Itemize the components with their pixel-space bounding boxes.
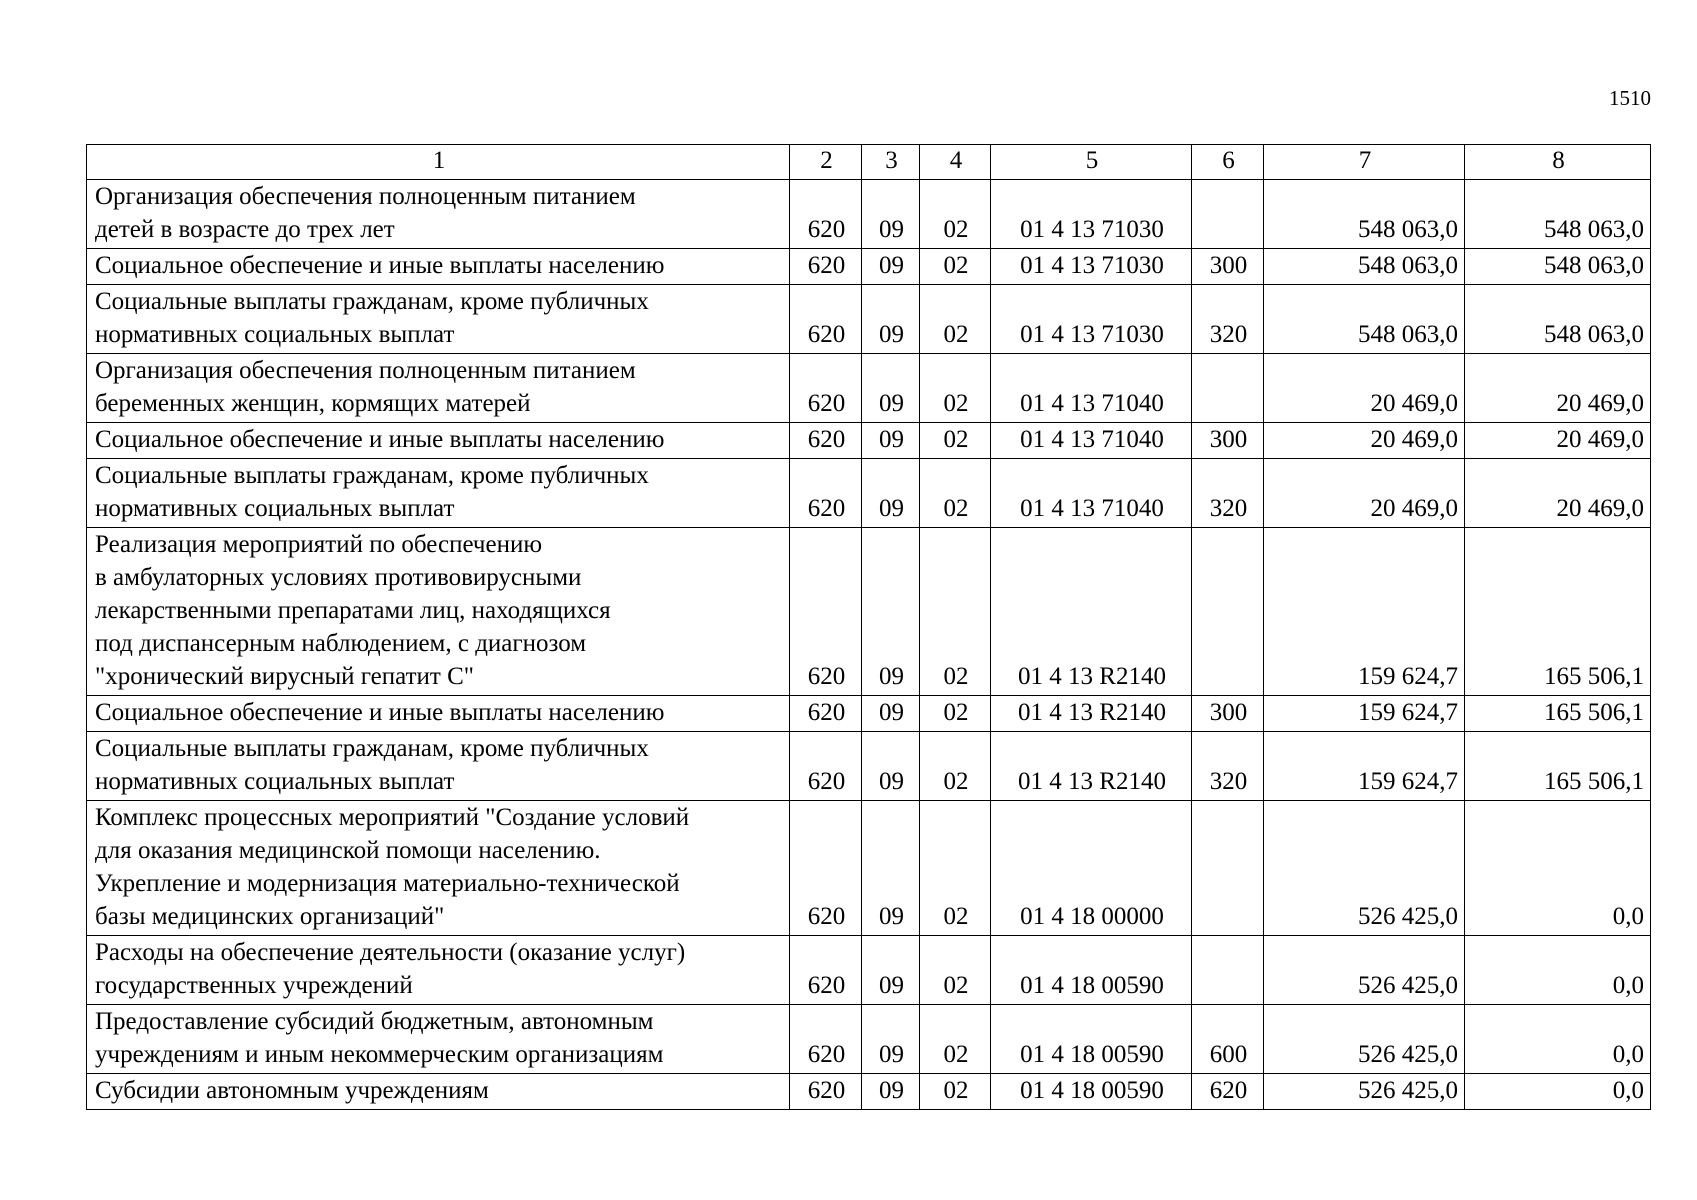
cell-name-line: Организация обеспечения полноценным питанием bbox=[95, 183, 636, 210]
cell-admin-code: 620 bbox=[790, 180, 862, 249]
cell-amount-year1: 526 425,0 bbox=[1264, 1074, 1465, 1110]
cell-name-line: Социальное обеспечение и иные выплаты населению bbox=[95, 252, 665, 279]
cell-amount-year2: 20 469,0 bbox=[1465, 354, 1651, 423]
cell-name bbox=[87, 423, 790, 459]
cell-amount-year1: 159 624,7 bbox=[1264, 528, 1465, 696]
cell-expense-type: 320 bbox=[1192, 732, 1264, 801]
cell-name-line: "хронический вирусный гепатит С" bbox=[95, 663, 474, 690]
cell-section: 09 bbox=[862, 249, 920, 285]
cell-amount-year1: 526 425,0 bbox=[1264, 936, 1465, 1005]
cell-amount-year2: 548 063,0 bbox=[1465, 180, 1651, 249]
cell-name-line: для оказания медицинской помощи населению. bbox=[95, 837, 601, 864]
cell-name bbox=[87, 180, 790, 249]
cell-admin-code: 620 bbox=[790, 249, 862, 285]
cell-name-line: нормативных социальных выплат bbox=[95, 321, 455, 348]
cell-name bbox=[87, 1074, 790, 1110]
header-cell: 7 bbox=[1264, 145, 1465, 180]
cell-name bbox=[87, 354, 790, 423]
cell-target-article: 01 4 13 71030 bbox=[991, 249, 1192, 285]
cell-name bbox=[87, 528, 790, 696]
cell-name-line: лекарственными препаратами лиц, находящихся bbox=[95, 597, 611, 624]
cell-name bbox=[87, 732, 790, 801]
cell-name bbox=[87, 1005, 790, 1074]
cell-name-line: беременных женщин, кормящих матерей bbox=[95, 390, 531, 417]
cell-expense-type bbox=[1192, 936, 1264, 1005]
cell-subsection: 02 bbox=[920, 180, 991, 249]
cell-name-line: Укрепление и модернизация материально-технической bbox=[95, 870, 680, 897]
cell-name bbox=[87, 285, 790, 354]
header-cell: 8 bbox=[1465, 145, 1651, 180]
cell-subsection: 02 bbox=[920, 528, 991, 696]
header-cell: 3 bbox=[862, 145, 920, 180]
cell-section: 09 bbox=[862, 732, 920, 801]
cell-admin-code: 620 bbox=[790, 285, 862, 354]
cell-amount-year1: 548 063,0 bbox=[1264, 249, 1465, 285]
cell-target-article: 01 4 13 71040 bbox=[991, 423, 1192, 459]
cell-admin-code: 620 bbox=[790, 423, 862, 459]
cell-target-article: 01 4 13 R2140 bbox=[991, 528, 1192, 696]
cell-expense-type: 600 bbox=[1192, 1005, 1264, 1074]
cell-section: 09 bbox=[862, 459, 920, 528]
cell-section: 09 bbox=[862, 801, 920, 936]
cell-name bbox=[87, 249, 790, 285]
cell-name-line: нормативных социальных выплат bbox=[95, 495, 455, 522]
table-row bbox=[87, 180, 1651, 249]
cell-name-line: Социальные выплаты гражданам, кроме публичных bbox=[95, 735, 649, 762]
cell-name-line: Реализация мероприятий по обеспечению bbox=[95, 531, 543, 558]
cell-subsection: 02 bbox=[920, 285, 991, 354]
cell-admin-code: 620 bbox=[790, 732, 862, 801]
cell-name-line: в амбулаторных условиях противовирусными bbox=[95, 564, 582, 591]
cell-amount-year1: 20 469,0 bbox=[1264, 354, 1465, 423]
cell-subsection: 02 bbox=[920, 696, 991, 732]
cell-section: 09 bbox=[862, 180, 920, 249]
cell-admin-code: 620 bbox=[790, 1005, 862, 1074]
cell-target-article: 01 4 13 71040 bbox=[991, 459, 1192, 528]
cell-amount-year2: 165 506,1 bbox=[1465, 528, 1651, 696]
page-number: 1510 bbox=[1609, 86, 1651, 110]
cell-expense-type bbox=[1192, 801, 1264, 936]
cell-expense-type: 620 bbox=[1192, 1074, 1264, 1110]
table-body bbox=[87, 145, 1651, 1110]
cell-subsection: 02 bbox=[920, 1074, 991, 1110]
table-row bbox=[87, 1074, 1651, 1110]
cell-section: 09 bbox=[862, 1005, 920, 1074]
cell-amount-year1: 20 469,0 bbox=[1264, 459, 1465, 528]
cell-section: 09 bbox=[862, 285, 920, 354]
header-row bbox=[87, 145, 1651, 180]
cell-amount-year2: 0,0 bbox=[1465, 1074, 1651, 1110]
cell-admin-code: 620 bbox=[790, 801, 862, 936]
cell-amount-year1: 526 425,0 bbox=[1264, 801, 1465, 936]
header-cell: 1 bbox=[87, 145, 790, 180]
cell-name bbox=[87, 801, 790, 936]
cell-name-line: Расходы на обеспечение деятельности (оказание услуг) bbox=[95, 939, 686, 966]
table-row bbox=[87, 1005, 1651, 1074]
table-row bbox=[87, 459, 1651, 528]
cell-expense-type: 300 bbox=[1192, 423, 1264, 459]
cell-amount-year1: 159 624,7 bbox=[1264, 732, 1465, 801]
cell-amount-year2: 0,0 bbox=[1465, 1005, 1651, 1074]
cell-target-article: 01 4 13 R2140 bbox=[991, 696, 1192, 732]
cell-name bbox=[87, 696, 790, 732]
cell-section: 09 bbox=[862, 696, 920, 732]
cell-target-article: 01 4 13 71030 bbox=[991, 285, 1192, 354]
table-row bbox=[87, 696, 1651, 732]
cell-expense-type: 300 bbox=[1192, 696, 1264, 732]
cell-section: 09 bbox=[862, 354, 920, 423]
cell-name-line: Социальное обеспечение и иные выплаты населению bbox=[95, 426, 665, 453]
cell-name-line: Предоставление субсидий бюджетным, автономным bbox=[95, 1008, 654, 1035]
cell-name-line: Социальные выплаты гражданам, кроме публичных bbox=[95, 288, 649, 315]
cell-name-line: Организация обеспечения полноценным питанием bbox=[95, 357, 636, 384]
cell-amount-year2: 548 063,0 bbox=[1465, 249, 1651, 285]
table-row bbox=[87, 801, 1651, 936]
cell-subsection: 02 bbox=[920, 249, 991, 285]
header-cell: 6 bbox=[1192, 145, 1264, 180]
cell-amount-year1: 20 469,0 bbox=[1264, 423, 1465, 459]
cell-section: 09 bbox=[862, 1074, 920, 1110]
cell-name-line: государственных учреждений bbox=[95, 972, 413, 999]
cell-name-line: Социальное обеспечение и иные выплаты населению bbox=[95, 699, 665, 726]
cell-name-line: базы медицинских организаций" bbox=[95, 903, 445, 930]
cell-subsection: 02 bbox=[920, 1005, 991, 1074]
cell-amount-year1: 548 063,0 bbox=[1264, 285, 1465, 354]
cell-section: 09 bbox=[862, 528, 920, 696]
cell-subsection: 02 bbox=[920, 936, 991, 1005]
cell-subsection: 02 bbox=[920, 423, 991, 459]
cell-subsection: 02 bbox=[920, 354, 991, 423]
cell-amount-year2: 165 506,1 bbox=[1465, 696, 1651, 732]
cell-name-line: Социальные выплаты гражданам, кроме публичных bbox=[95, 462, 649, 489]
cell-amount-year1: 159 624,7 bbox=[1264, 696, 1465, 732]
header-cell: 5 bbox=[991, 145, 1192, 180]
cell-subsection: 02 bbox=[920, 459, 991, 528]
cell-name-line: детей в возрасте до трех лет bbox=[95, 216, 395, 243]
table-row bbox=[87, 285, 1651, 354]
cell-name-line: Субсидии автономным учреждениям bbox=[95, 1077, 489, 1104]
table-row bbox=[87, 423, 1651, 459]
cell-section: 09 bbox=[862, 423, 920, 459]
budget-table bbox=[86, 144, 1651, 1110]
cell-subsection: 02 bbox=[920, 801, 991, 936]
cell-amount-year2: 0,0 bbox=[1465, 801, 1651, 936]
cell-expense-type: 300 bbox=[1192, 249, 1264, 285]
table-row bbox=[87, 249, 1651, 285]
cell-admin-code: 620 bbox=[790, 459, 862, 528]
cell-amount-year1: 526 425,0 bbox=[1264, 1005, 1465, 1074]
cell-subsection: 02 bbox=[920, 732, 991, 801]
cell-expense-type: 320 bbox=[1192, 459, 1264, 528]
cell-amount-year2: 20 469,0 bbox=[1465, 459, 1651, 528]
cell-target-article: 01 4 18 00590 bbox=[991, 936, 1192, 1005]
cell-expense-type: 320 bbox=[1192, 285, 1264, 354]
cell-amount-year1: 548 063,0 bbox=[1264, 180, 1465, 249]
header-cell: 4 bbox=[920, 145, 991, 180]
cell-name-line: нормативных социальных выплат bbox=[95, 768, 455, 795]
table-row bbox=[87, 354, 1651, 423]
cell-admin-code: 620 bbox=[790, 936, 862, 1005]
cell-expense-type bbox=[1192, 180, 1264, 249]
cell-target-article: 01 4 18 00590 bbox=[991, 1074, 1192, 1110]
cell-name-line: учреждениям и иным некоммерческим организациям bbox=[95, 1041, 664, 1068]
cell-admin-code: 620 bbox=[790, 354, 862, 423]
table-row bbox=[87, 732, 1651, 801]
cell-target-article: 01 4 18 00590 bbox=[991, 1005, 1192, 1074]
cell-amount-year2: 165 506,1 bbox=[1465, 732, 1651, 801]
cell-target-article: 01 4 13 71040 bbox=[991, 354, 1192, 423]
cell-expense-type bbox=[1192, 528, 1264, 696]
cell-admin-code: 620 bbox=[790, 528, 862, 696]
cell-target-article: 01 4 13 R2140 bbox=[991, 732, 1192, 801]
cell-amount-year2: 0,0 bbox=[1465, 936, 1651, 1005]
table-row bbox=[87, 528, 1651, 696]
table-row bbox=[87, 936, 1651, 1005]
cell-target-article: 01 4 13 71030 bbox=[991, 180, 1192, 249]
cell-amount-year2: 548 063,0 bbox=[1465, 285, 1651, 354]
header-cell: 2 bbox=[790, 145, 862, 180]
cell-admin-code: 620 bbox=[790, 696, 862, 732]
cell-name bbox=[87, 459, 790, 528]
cell-target-article: 01 4 18 00000 bbox=[991, 801, 1192, 936]
cell-admin-code: 620 bbox=[790, 1074, 862, 1110]
cell-name-line: под диспансерным наблюдением, с диагнозом bbox=[95, 630, 587, 657]
cell-amount-year2: 20 469,0 bbox=[1465, 423, 1651, 459]
cell-section: 09 bbox=[862, 936, 920, 1005]
cell-expense-type bbox=[1192, 354, 1264, 423]
cell-name bbox=[87, 936, 790, 1005]
cell-name-line: Комплекс процессных мероприятий "Создание условий bbox=[95, 804, 690, 831]
